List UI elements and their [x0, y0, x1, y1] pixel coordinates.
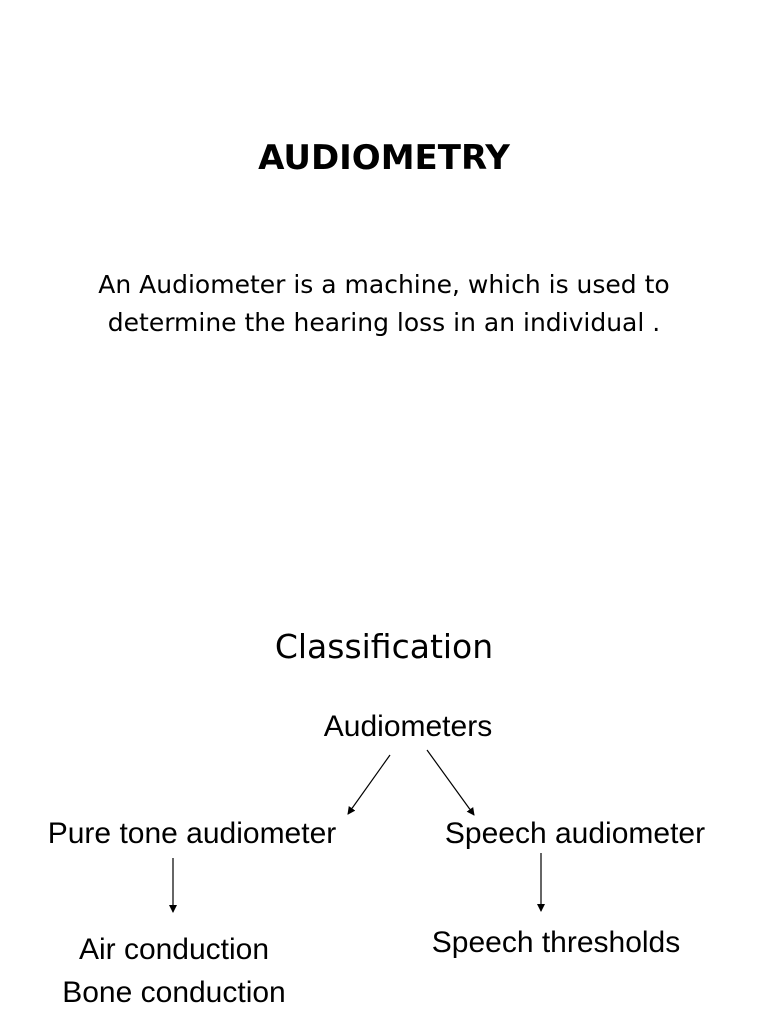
definition-paragraph — [40, 266, 728, 342]
tree-node-speech: Speech audiometer — [444, 817, 706, 850]
definition-line: An Audiometer is a machine, which is used to — [98, 270, 670, 299]
tree-leaf-group-pure-tone — [24, 928, 324, 1014]
tree-leaf-air-conduction: Air conduction — [78, 933, 270, 966]
arrow-root-to-pure-tone — [348, 755, 390, 814]
tree-node-pure-tone: Pure tone audiometer — [47, 817, 337, 850]
arrow-root-to-speech — [427, 750, 474, 815]
tree-leaf-bone-conduction: Bone conduction — [62, 976, 286, 1009]
section-heading: Classification — [274, 627, 494, 666]
tree-leaf-speech-thresholds: Speech thresholds — [431, 926, 681, 959]
tree-root-node: Audiometers — [323, 710, 493, 743]
page-title: AUDIOMETRY — [258, 138, 510, 178]
definition-line: determine the hearing loss in an individual . — [107, 308, 661, 337]
